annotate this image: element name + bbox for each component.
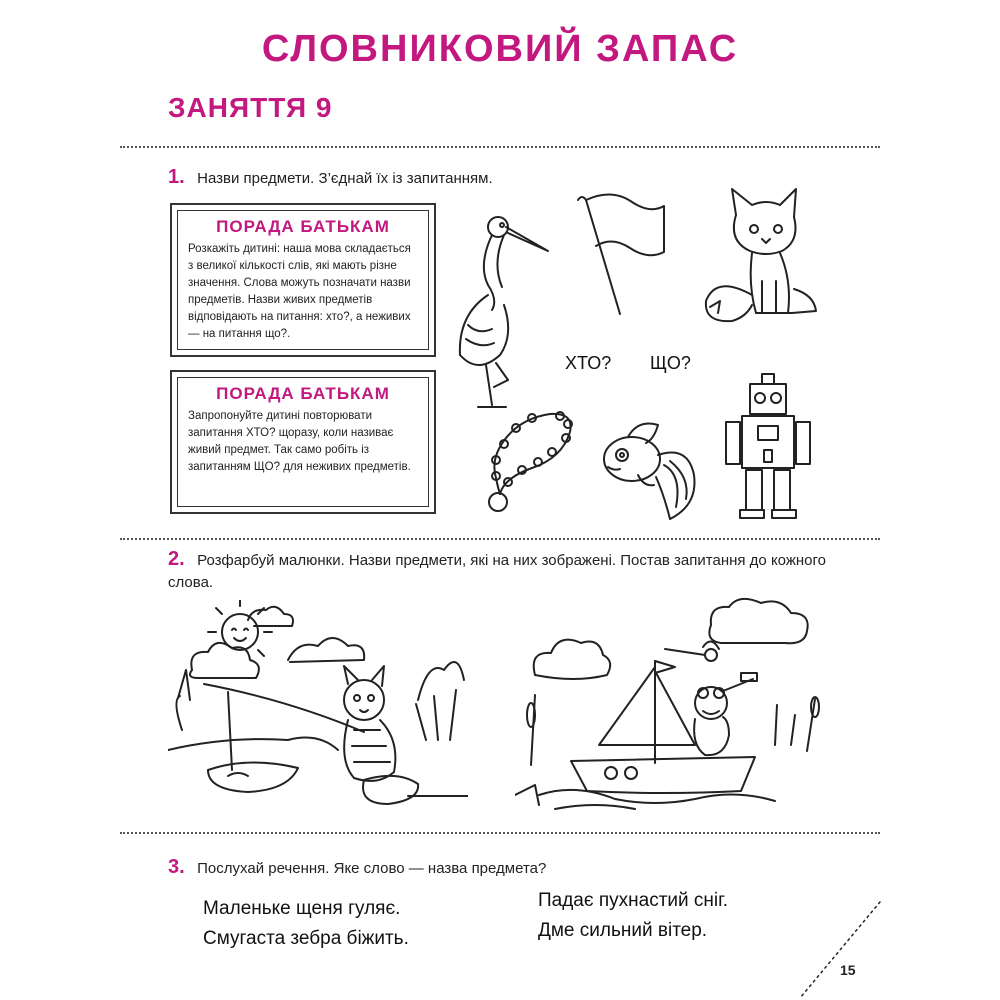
sentence: Дме сильний вітер.	[538, 920, 708, 941]
flag-picture	[572, 190, 672, 320]
fish-picture	[598, 415, 708, 525]
sentence: Маленьке щеня гуляє.	[203, 898, 401, 919]
task-1-text: Назви предмети. З’єднай їх із запитанням.	[197, 170, 493, 187]
task-3-heading	[168, 856, 546, 879]
task-1-heading	[168, 166, 493, 189]
task-3-text: Послухай речення. Яке слово — назва предмета?	[197, 860, 547, 877]
page-corner-decoration	[790, 900, 890, 1000]
sentence: Падає пухнастий сніг.	[538, 890, 729, 911]
task-3-number: 3.	[168, 856, 185, 878]
fox-picture	[696, 185, 836, 335]
frog-on-boat-scene-picture	[515, 595, 845, 815]
tip-2-text: Запропонуйте дитині повторювати запитання ХТО? щоразу, коли називає живий предмет. Так само робіть із запитанням ЩО? для неживих предметів.	[188, 410, 411, 473]
page-number: 15	[840, 962, 856, 978]
sentences-right	[538, 886, 728, 946]
sentence: Смугаста зебра біжить.	[203, 928, 409, 949]
tip-1-text: Розкажіть дитині: наша мова складається з великої кількості слів, які мають різне значення. Слова можуть позначати назви предметів. Назви живих предметів відповідають на питання: хто?, а неживих — на питання що?.	[188, 243, 411, 340]
parent-tip-box-1	[170, 203, 436, 357]
beads-picture	[482, 408, 582, 518]
cat-fishing-scene-picture	[168, 600, 468, 815]
heron-picture	[448, 205, 558, 415]
sentences-left	[203, 894, 409, 954]
task-2-number: 2.	[168, 548, 185, 570]
separator-line	[120, 146, 880, 148]
task-2-heading	[168, 548, 868, 594]
tip-2-title: ПОРАДА БАТЬКАМ	[216, 384, 390, 403]
question-who: ХТО?	[565, 353, 612, 373]
robot-picture	[718, 372, 818, 522]
tip-1-title: ПОРАДА БАТЬКАМ	[216, 217, 390, 236]
task-2-text: Розфарбуй малюнки. Назви предмети, які на них зображені. Постав запитання до кожного слова.	[168, 552, 826, 591]
task-1-number: 1.	[168, 166, 185, 188]
parent-tip-box-2	[170, 370, 436, 514]
page-title: СЛОВНИКОВИЙ ЗАПАС	[261, 28, 739, 70]
question-what: ЩО?	[650, 353, 691, 373]
separator-line	[120, 538, 880, 540]
separator-line	[120, 832, 880, 834]
lesson-title: ЗАНЯТТЯ 9	[168, 92, 333, 123]
